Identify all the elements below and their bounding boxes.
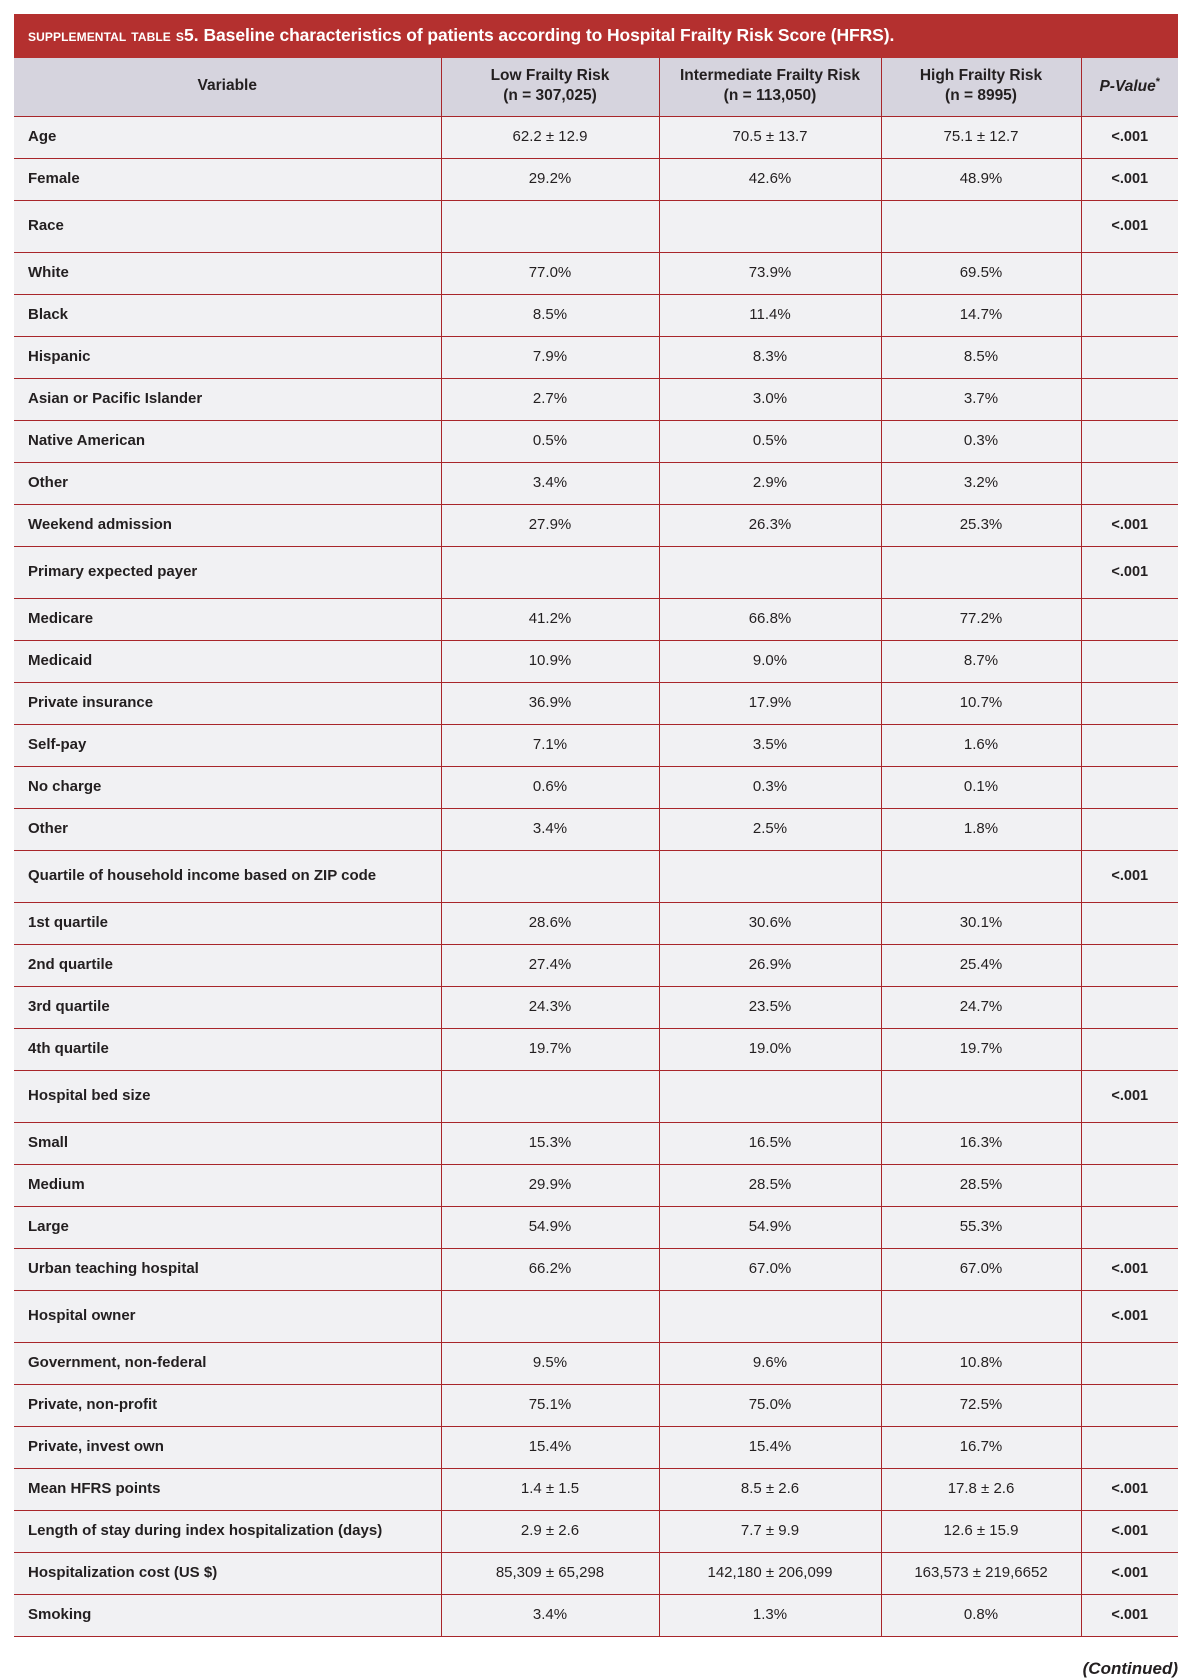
row-variable-cell: Self-pay (14, 725, 441, 767)
row-low-frailty-cell: 24.3% (441, 987, 659, 1029)
row-low-frailty-cell: 7.9% (441, 337, 659, 379)
table-row (14, 295, 1178, 337)
row-pvalue-cell (1081, 767, 1178, 809)
row-pvalue-cell (1081, 987, 1178, 1029)
row-pvalue-cell (1081, 945, 1178, 987)
row-high-frailty-cell: 3.2% (881, 463, 1081, 505)
table-row (14, 1511, 1178, 1553)
row-pvalue-cell: <.001 (1081, 1291, 1178, 1343)
row-variable-cell: Weekend admission (14, 505, 441, 547)
row-pvalue-cell: <.001 (1081, 1469, 1178, 1511)
row-low-frailty-cell (441, 547, 659, 599)
row-intermediate-frailty-cell (659, 1291, 881, 1343)
row-high-frailty-cell: 16.3% (881, 1123, 1081, 1165)
row-low-frailty-cell: 66.2% (441, 1249, 659, 1291)
row-variable-cell: 2nd quartile (14, 945, 441, 987)
row-low-frailty-cell: 3.4% (441, 1595, 659, 1637)
column-header-variable-label: Variable (197, 77, 257, 95)
column-header-pvalue (1081, 58, 1178, 117)
row-high-frailty-cell: 3.7% (881, 379, 1081, 421)
table-row (14, 641, 1178, 683)
column-header-intermediate-frailty-label: Intermediate Frailty Risk (679, 67, 861, 84)
row-pvalue-cell (1081, 1385, 1178, 1427)
row-intermediate-frailty-cell: 7.7 ± 9.9 (659, 1511, 881, 1553)
column-header-high-frailty-count: (n = 8995) (945, 87, 1017, 105)
row-low-frailty-cell: 0.6% (441, 767, 659, 809)
row-intermediate-frailty-cell: 0.5% (659, 421, 881, 463)
row-low-frailty-cell (441, 201, 659, 253)
pvalue-footnote-marker: * (1155, 75, 1161, 88)
row-pvalue-cell (1081, 295, 1178, 337)
row-low-frailty-cell: 10.9% (441, 641, 659, 683)
row-variable-cell: Asian or Pacific Islander (14, 379, 441, 421)
row-intermediate-frailty-cell: 3.5% (659, 725, 881, 767)
row-variable-cell: Other (14, 463, 441, 505)
row-intermediate-frailty-cell: 8.5 ± 2.6 (659, 1469, 881, 1511)
row-intermediate-frailty-cell: 66.8% (659, 599, 881, 641)
row-intermediate-frailty-cell: 67.0% (659, 1249, 881, 1291)
row-variable-cell: Quartile of household income based on ZIP code (14, 851, 441, 903)
row-pvalue-cell (1081, 1029, 1178, 1071)
row-high-frailty-cell (881, 1071, 1081, 1123)
row-low-frailty-cell: 1.4 ± 1.5 (441, 1469, 659, 1511)
row-low-frailty-cell: 36.9% (441, 683, 659, 725)
row-pvalue-cell (1081, 641, 1178, 683)
row-pvalue-cell (1081, 421, 1178, 463)
row-high-frailty-cell: 28.5% (881, 1165, 1081, 1207)
row-high-frailty-cell: 10.8% (881, 1343, 1081, 1385)
row-pvalue-cell: <.001 (1081, 201, 1178, 253)
row-low-frailty-cell: 29.2% (441, 159, 659, 201)
row-intermediate-frailty-cell: 9.6% (659, 1343, 881, 1385)
row-variable-cell: 1st quartile (14, 903, 441, 945)
table-row (14, 809, 1178, 851)
row-intermediate-frailty-cell: 26.3% (659, 505, 881, 547)
row-variable-cell: Private, non-profit (14, 1385, 441, 1427)
row-intermediate-frailty-cell: 8.3% (659, 337, 881, 379)
row-intermediate-frailty-cell: 1.3% (659, 1595, 881, 1637)
row-intermediate-frailty-cell: 9.0% (659, 641, 881, 683)
row-pvalue-cell (1081, 1343, 1178, 1385)
row-pvalue-cell (1081, 253, 1178, 295)
row-variable-cell: Medium (14, 1165, 441, 1207)
row-pvalue-cell: <.001 (1081, 1071, 1178, 1123)
row-high-frailty-cell: 8.5% (881, 337, 1081, 379)
row-low-frailty-cell: 77.0% (441, 253, 659, 295)
row-high-frailty-cell: 77.2% (881, 599, 1081, 641)
row-pvalue-cell: <.001 (1081, 1595, 1178, 1637)
row-high-frailty-cell: 25.4% (881, 945, 1081, 987)
row-pvalue-cell: <.001 (1081, 1249, 1178, 1291)
table-row (14, 1343, 1178, 1385)
table-row (14, 159, 1178, 201)
row-low-frailty-cell: 15.3% (441, 1123, 659, 1165)
row-high-frailty-cell: 0.8% (881, 1595, 1081, 1637)
row-intermediate-frailty-cell: 15.4% (659, 1427, 881, 1469)
row-variable-cell: 3rd quartile (14, 987, 441, 1029)
row-variable-cell: Race (14, 201, 441, 253)
row-pvalue-cell: <.001 (1081, 1511, 1178, 1553)
row-intermediate-frailty-cell: 0.3% (659, 767, 881, 809)
row-low-frailty-cell: 28.6% (441, 903, 659, 945)
row-variable-cell: Female (14, 159, 441, 201)
row-low-frailty-cell: 54.9% (441, 1207, 659, 1249)
row-intermediate-frailty-cell: 54.9% (659, 1207, 881, 1249)
row-high-frailty-cell (881, 547, 1081, 599)
table-row (14, 1165, 1178, 1207)
row-variable-cell: Mean HFRS points (14, 1469, 441, 1511)
row-variable-cell: Primary expected payer (14, 547, 441, 599)
row-low-frailty-cell: 29.9% (441, 1165, 659, 1207)
table-row (14, 1249, 1178, 1291)
row-high-frailty-cell: 67.0% (881, 1249, 1081, 1291)
column-header-high-frailty-label: High Frailty Risk (919, 67, 1043, 84)
row-low-frailty-cell: 3.4% (441, 809, 659, 851)
row-variable-cell: White (14, 253, 441, 295)
row-low-frailty-cell: 27.4% (441, 945, 659, 987)
table-row (14, 201, 1178, 253)
row-variable-cell: Government, non-federal (14, 1343, 441, 1385)
row-pvalue-cell: <.001 (1081, 117, 1178, 159)
row-intermediate-frailty-cell: 19.0% (659, 1029, 881, 1071)
row-variable-cell: Hospitalization cost (US $) (14, 1553, 441, 1595)
row-low-frailty-cell: 9.5% (441, 1343, 659, 1385)
row-pvalue-cell (1081, 1123, 1178, 1165)
table-row (14, 547, 1178, 599)
row-intermediate-frailty-cell: 11.4% (659, 295, 881, 337)
column-header-high-frailty (881, 58, 1081, 117)
row-low-frailty-cell: 2.9 ± 2.6 (441, 1511, 659, 1553)
row-variable-cell: Medicaid (14, 641, 441, 683)
table-row (14, 1595, 1178, 1637)
table-row (14, 725, 1178, 767)
row-variable-cell: Other (14, 809, 441, 851)
row-low-frailty-cell: 41.2% (441, 599, 659, 641)
column-header-low-frailty-count: (n = 307,025) (503, 87, 597, 105)
row-high-frailty-cell: 30.1% (881, 903, 1081, 945)
row-low-frailty-cell: 8.5% (441, 295, 659, 337)
row-low-frailty-cell (441, 1291, 659, 1343)
table-row (14, 987, 1178, 1029)
row-high-frailty-cell: 48.9% (881, 159, 1081, 201)
row-pvalue-cell (1081, 683, 1178, 725)
row-variable-cell: Small (14, 1123, 441, 1165)
row-variable-cell: Age (14, 117, 441, 159)
table-row (14, 463, 1178, 505)
table-row (14, 903, 1178, 945)
row-high-frailty-cell: 72.5% (881, 1385, 1081, 1427)
column-header-low-frailty-label: Low Frailty Risk (490, 67, 610, 84)
row-low-frailty-cell: 62.2 ± 12.9 (441, 117, 659, 159)
row-pvalue-cell (1081, 379, 1178, 421)
row-high-frailty-cell: 1.6% (881, 725, 1081, 767)
row-low-frailty-cell: 0.5% (441, 421, 659, 463)
row-pvalue-cell: <.001 (1081, 159, 1178, 201)
row-high-frailty-cell: 10.7% (881, 683, 1081, 725)
row-intermediate-frailty-cell (659, 1071, 881, 1123)
row-low-frailty-cell: 75.1% (441, 1385, 659, 1427)
row-high-frailty-cell: 16.7% (881, 1427, 1081, 1469)
table-row (14, 1207, 1178, 1249)
table-row (14, 945, 1178, 987)
row-variable-cell: Length of stay during index hospitalization (days) (14, 1511, 441, 1553)
row-low-frailty-cell: 15.4% (441, 1427, 659, 1469)
table-header (14, 58, 1178, 117)
table-row (14, 117, 1178, 159)
table-row (14, 599, 1178, 641)
row-variable-cell: Private, invest own (14, 1427, 441, 1469)
row-high-frailty-cell: 1.8% (881, 809, 1081, 851)
row-high-frailty-cell: 0.1% (881, 767, 1081, 809)
row-intermediate-frailty-cell (659, 201, 881, 253)
continued-note: (Continued) (1082, 1659, 1178, 1679)
row-variable-cell: Private insurance (14, 683, 441, 725)
table-row (14, 851, 1178, 903)
row-low-frailty-cell (441, 851, 659, 903)
table-row (14, 1029, 1178, 1071)
row-intermediate-frailty-cell: 142,180 ± 206,099 (659, 1553, 881, 1595)
row-high-frailty-cell: 12.6 ± 15.9 (881, 1511, 1081, 1553)
row-intermediate-frailty-cell: 70.5 ± 13.7 (659, 117, 881, 159)
table-row (14, 1291, 1178, 1343)
row-variable-cell: Large (14, 1207, 441, 1249)
row-high-frailty-cell: 24.7% (881, 987, 1081, 1029)
row-high-frailty-cell: 19.7% (881, 1029, 1081, 1071)
row-high-frailty-cell (881, 1291, 1081, 1343)
column-header-pvalue-label: P-Value (1099, 78, 1156, 96)
row-variable-cell: Medicare (14, 599, 441, 641)
table-row (14, 1385, 1178, 1427)
row-intermediate-frailty-cell: 75.0% (659, 1385, 881, 1427)
row-intermediate-frailty-cell: 28.5% (659, 1165, 881, 1207)
row-intermediate-frailty-cell: 73.9% (659, 253, 881, 295)
row-variable-cell: Native American (14, 421, 441, 463)
row-pvalue-cell (1081, 463, 1178, 505)
table-title-caption: Baseline characteristics of patients according to Hospital Frailty Risk Score (HFRS). (198, 25, 895, 45)
row-pvalue-cell (1081, 599, 1178, 641)
row-intermediate-frailty-cell: 3.0% (659, 379, 881, 421)
row-low-frailty-cell: 27.9% (441, 505, 659, 547)
row-intermediate-frailty-cell (659, 547, 881, 599)
row-high-frailty-cell (881, 201, 1081, 253)
table-row (14, 421, 1178, 463)
table-title-label: supplemental table s5. (28, 25, 199, 45)
row-high-frailty-cell (881, 851, 1081, 903)
row-intermediate-frailty-cell: 23.5% (659, 987, 881, 1029)
row-low-frailty-cell: 85,309 ± 65,298 (441, 1553, 659, 1595)
table-row (14, 505, 1178, 547)
row-low-frailty-cell (441, 1071, 659, 1123)
row-pvalue-cell: <.001 (1081, 1553, 1178, 1595)
row-high-frailty-cell: 14.7% (881, 295, 1081, 337)
row-intermediate-frailty-cell (659, 851, 881, 903)
row-low-frailty-cell: 2.7% (441, 379, 659, 421)
table-row (14, 1071, 1178, 1123)
table-row (14, 1469, 1178, 1511)
row-pvalue-cell (1081, 1427, 1178, 1469)
row-high-frailty-cell: 163,573 ± 219,6652 (881, 1553, 1081, 1595)
baseline-characteristics-table (14, 58, 1178, 1637)
row-pvalue-cell (1081, 725, 1178, 767)
table-row (14, 767, 1178, 809)
table-row (14, 253, 1178, 295)
table-row (14, 379, 1178, 421)
row-intermediate-frailty-cell: 2.9% (659, 463, 881, 505)
row-pvalue-cell (1081, 1207, 1178, 1249)
row-high-frailty-cell: 17.8 ± 2.6 (881, 1469, 1081, 1511)
row-intermediate-frailty-cell: 30.6% (659, 903, 881, 945)
row-pvalue-cell (1081, 1165, 1178, 1207)
table-row (14, 337, 1178, 379)
row-pvalue-cell (1081, 903, 1178, 945)
row-pvalue-cell: <.001 (1081, 547, 1178, 599)
row-high-frailty-cell: 75.1 ± 12.7 (881, 117, 1081, 159)
row-low-frailty-cell: 7.1% (441, 725, 659, 767)
row-pvalue-cell (1081, 809, 1178, 851)
row-high-frailty-cell: 0.3% (881, 421, 1081, 463)
row-high-frailty-cell: 55.3% (881, 1207, 1081, 1249)
table-row (14, 1553, 1178, 1595)
row-low-frailty-cell: 19.7% (441, 1029, 659, 1071)
row-intermediate-frailty-cell: 26.9% (659, 945, 881, 987)
column-header-intermediate-frailty-count: (n = 113,050) (723, 87, 817, 105)
table-header-row (14, 58, 1178, 117)
row-variable-cell: Hispanic (14, 337, 441, 379)
row-high-frailty-cell: 8.7% (881, 641, 1081, 683)
table-body (14, 117, 1178, 1637)
table-row (14, 1123, 1178, 1165)
column-header-variable (14, 58, 441, 117)
row-intermediate-frailty-cell: 42.6% (659, 159, 881, 201)
row-pvalue-cell: <.001 (1081, 851, 1178, 903)
row-intermediate-frailty-cell: 16.5% (659, 1123, 881, 1165)
row-variable-cell: Hospital owner (14, 1291, 441, 1343)
column-header-low-frailty (441, 58, 659, 117)
row-pvalue-cell (1081, 337, 1178, 379)
table-title (14, 14, 1178, 58)
row-intermediate-frailty-cell: 2.5% (659, 809, 881, 851)
column-header-intermediate-frailty (659, 58, 881, 117)
row-pvalue-cell: <.001 (1081, 505, 1178, 547)
row-variable-cell: No charge (14, 767, 441, 809)
row-variable-cell: 4th quartile (14, 1029, 441, 1071)
table-row (14, 1427, 1178, 1469)
table-row (14, 683, 1178, 725)
row-variable-cell: Hospital bed size (14, 1071, 441, 1123)
row-high-frailty-cell: 69.5% (881, 253, 1081, 295)
row-variable-cell: Smoking (14, 1595, 441, 1637)
row-variable-cell: Urban teaching hospital (14, 1249, 441, 1291)
row-high-frailty-cell: 25.3% (881, 505, 1081, 547)
row-low-frailty-cell: 3.4% (441, 463, 659, 505)
row-intermediate-frailty-cell: 17.9% (659, 683, 881, 725)
row-variable-cell: Black (14, 295, 441, 337)
